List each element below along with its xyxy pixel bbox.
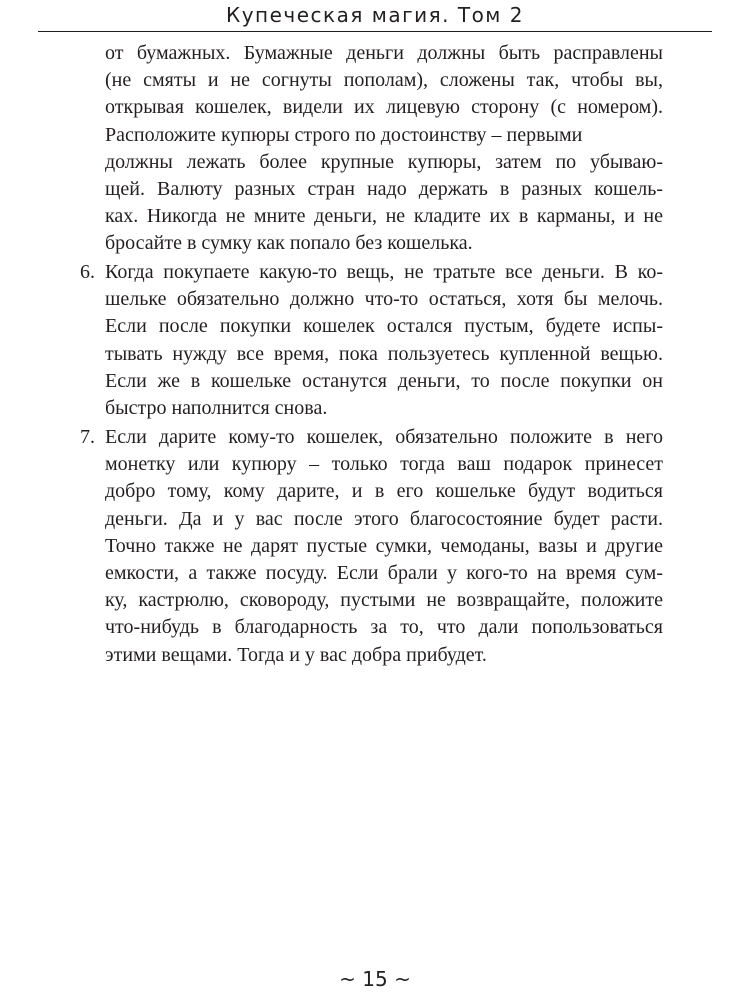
- page-number: ~ 15 ~: [339, 967, 411, 991]
- list-item-line: Если же в кошельке останутся деньги, то после покупки он: [105, 369, 663, 392]
- list-item-line: что-нибудь в благодарность за то, что дали попользоваться: [105, 616, 663, 639]
- header-rule: [38, 31, 712, 32]
- continuation-line: щей. Валюту разных стран надо держать в разных кошель-: [105, 178, 663, 200]
- continuation-line: Расположите купюры строго по достоинству – первыми: [105, 123, 583, 146]
- continuation-line: (не смяты и не согнуты пополам), сложены так, чтобы вы,: [105, 69, 663, 92]
- list-item-number: 6.: [80, 261, 95, 283]
- list-item-line: этими вещами. Тогда и у вас добра прибудет.: [105, 643, 487, 666]
- continuation-line: открывая кошелек, видели их лицевую сторону (с номером).: [105, 96, 663, 119]
- running-header: [0, 0, 750, 34]
- list-item-line: Если дарите кому-то кошелек, обязательно положите в него: [105, 426, 663, 448]
- list-item-line: Когда покупаете какую-то вещь, не тратьте все деньги. В ко-: [105, 261, 663, 283]
- list-item-line: тывать нужду все время, пока пользуетесь купленной вещью.: [105, 342, 663, 365]
- list-item-line: Точно также не дарят пустые сумки, чемоданы, вазы и другие: [105, 534, 663, 557]
- list-item-line: деньги. Да и у вас после этого благосостояние будет расти.: [105, 507, 663, 530]
- continuation-line: от бумажных. Бумажные деньги должны быть расправлены: [105, 42, 663, 64]
- list-item-line: добро тому, кому дарите, и в его кошельке будут водиться: [105, 480, 663, 503]
- continuation-line: должны лежать более крупные купюры, затем по убываю-: [105, 150, 663, 173]
- list-item-number: 7.: [80, 426, 95, 448]
- list-item-line: ку, кастрюлю, сковороду, пустыми не возвращайте, положите: [105, 589, 663, 612]
- continuation-line: бросайте в сумку как попало без кошелька.: [105, 232, 473, 255]
- list-item-line: монетку или купюру – только тогда ваш подарок принесет: [105, 453, 663, 476]
- list-item-line: емкости, а также посуду. Если брали у кого-то на время сум-: [105, 562, 663, 584]
- continuation-line: ках. Никогда не мните деньги, не кладите их в карманы, и не: [105, 205, 663, 228]
- header-title: Купеческая магия. Том 2: [226, 3, 524, 27]
- list-item-line: шельке обязательно должно что-то остаться, хотя бы мелочь.: [105, 288, 663, 311]
- list-item-line: быстро наполнится снова.: [105, 397, 328, 419]
- list-item-line: Если после покупки кошелек остался пустым, будете испы-: [105, 315, 663, 338]
